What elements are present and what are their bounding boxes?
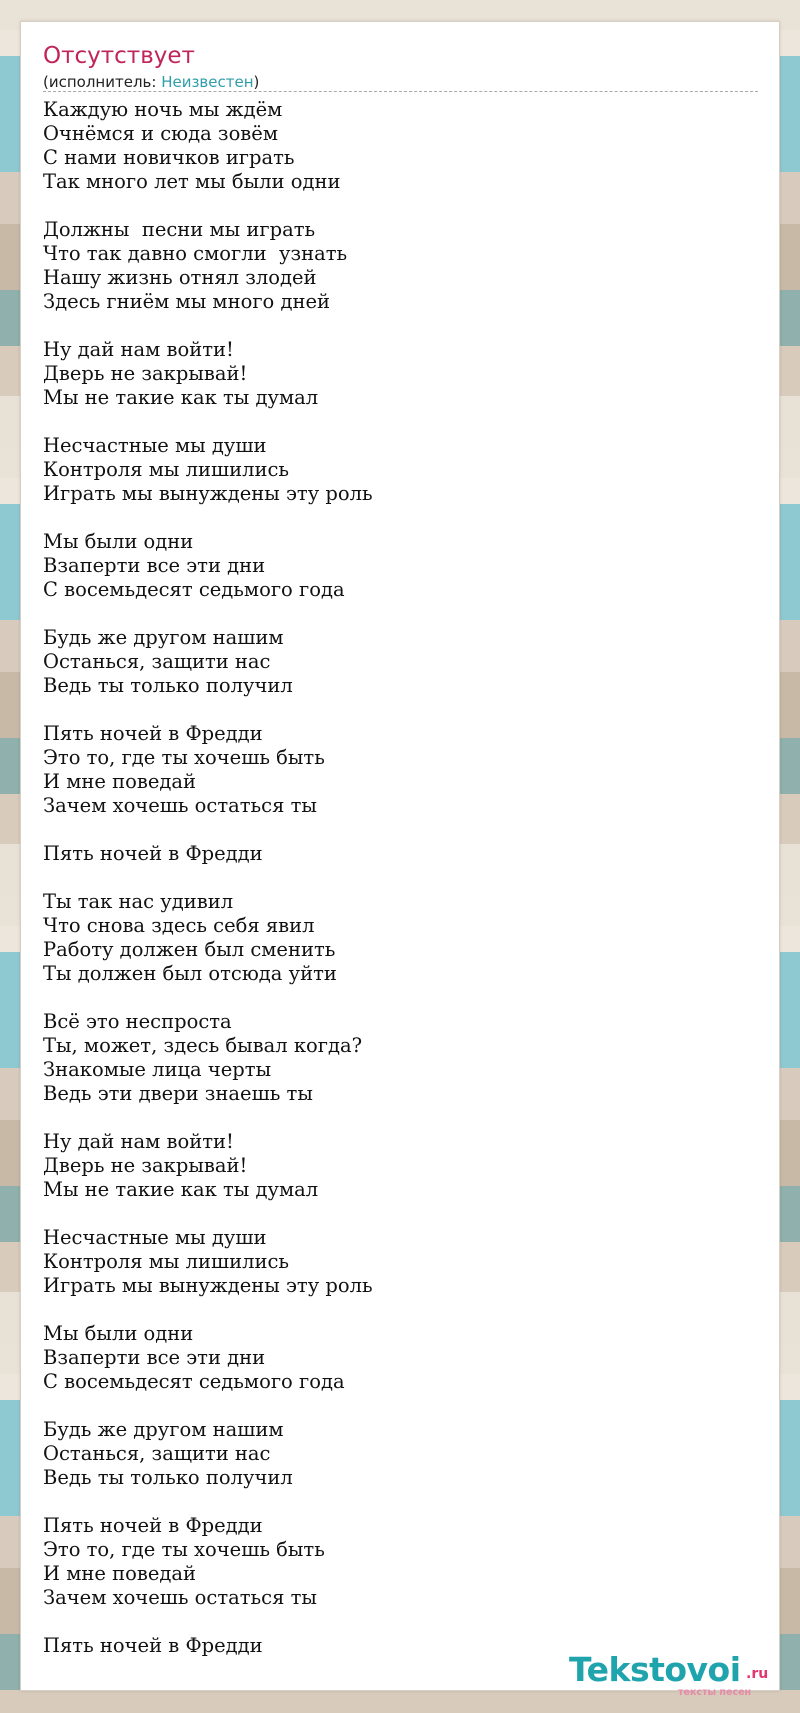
lyrics-stanza xyxy=(43,842,758,866)
lyrics-stanza xyxy=(43,1226,758,1298)
lyrics-line: Ты должен был отсюда уйти xyxy=(43,962,337,985)
lyrics-line: Ты так нас удивил xyxy=(43,890,234,913)
performer-line xyxy=(43,72,259,92)
lyrics-line: Мы были одни xyxy=(43,530,194,553)
artist-link[interactable]: Неизвестен xyxy=(161,73,254,91)
lyrics-line: Взаперти все эти дни xyxy=(43,1346,266,1369)
lyrics-line: Мы не такие как ты думал xyxy=(43,386,319,409)
performer-suffix: ) xyxy=(253,73,260,91)
lyrics-line: Дверь не закрывай! xyxy=(43,362,248,385)
site-logo[interactable] xyxy=(569,1652,769,1702)
logo-tagline: тексты песен xyxy=(678,1687,752,1698)
lyrics-line: Несчастные мы души xyxy=(43,434,267,457)
lyrics-line: С восемьдесят седьмого года xyxy=(43,578,345,601)
lyrics-line: Ведь эти двери знаешь ты xyxy=(43,1082,313,1105)
lyrics-line: Будь же другом нашим xyxy=(43,626,284,649)
lyrics-line: Останься, защити нас xyxy=(43,650,271,673)
lyrics-line: Что снова здесь себя явил xyxy=(43,914,315,937)
lyrics-stanza xyxy=(43,530,758,602)
logo-domain: .ru xyxy=(746,1666,769,1682)
lyrics-line: Контроля мы лишились xyxy=(43,1250,290,1273)
lyrics-line: Мы были одни xyxy=(43,1322,194,1345)
lyrics-line: Пять ночей в Фредди xyxy=(43,842,263,865)
lyrics-line: Знакомые лица черты xyxy=(43,1058,272,1081)
lyrics-line: И мне поведай xyxy=(43,1562,196,1585)
song-title: Отсутствует xyxy=(43,43,195,69)
lyrics-line: С восемьдесят седьмого года xyxy=(43,1370,345,1393)
lyrics-line: Каждую ночь мы ждём xyxy=(43,98,283,121)
header-divider xyxy=(43,91,758,92)
lyrics-stanza xyxy=(43,722,758,818)
lyrics-stanza xyxy=(43,338,758,410)
lyrics-line: Это то, где ты хочешь быть xyxy=(43,1538,325,1561)
lyrics-stanza xyxy=(43,98,758,194)
lyrics-stanza xyxy=(43,218,758,314)
lyrics-line: Это то, где ты хочешь быть xyxy=(43,746,325,769)
lyrics-line: Будь же другом нашим xyxy=(43,1418,284,1441)
lyrics-line: Мы не такие как ты думал xyxy=(43,1178,319,1201)
lyrics-line: Ты, может, здесь бывал когда? xyxy=(43,1034,363,1057)
lyrics-line: Здесь гниём мы много дней xyxy=(43,290,331,313)
lyrics-stanza xyxy=(43,1514,758,1610)
lyrics-line: Контроля мы лишились xyxy=(43,458,290,481)
lyrics-stanza xyxy=(43,890,758,986)
lyrics-line: Что так давно смогли узнать xyxy=(43,242,348,265)
lyrics-line: Всё это неспроста xyxy=(43,1010,232,1033)
lyrics-stanza xyxy=(43,1418,758,1490)
lyrics-line: Пять ночей в Фредди xyxy=(43,1514,263,1537)
lyrics-page xyxy=(20,21,780,1698)
lyrics-line: Дверь не закрывай! xyxy=(43,1154,248,1177)
lyrics-line: С нами новичков играть xyxy=(43,146,295,169)
lyrics-line: Зачем хочешь остаться ты xyxy=(43,794,317,817)
lyrics-stanza xyxy=(43,1010,758,1106)
lyrics-text xyxy=(43,98,758,1682)
lyrics-line: Играть мы вынуждены эту роль xyxy=(43,482,373,505)
lyrics-line: Очнёмся и сюда зовём xyxy=(43,122,278,145)
lyrics-line: Зачем хочешь остаться ты xyxy=(43,1586,317,1609)
lyrics-line: Останься, защити нас xyxy=(43,1442,271,1465)
lyrics-line: Пять ночей в Фредди xyxy=(43,1634,263,1657)
lyrics-line: Пять ночей в Фредди xyxy=(43,722,263,745)
lyrics-stanza xyxy=(43,1322,758,1394)
lyrics-line: Ведь ты только получил xyxy=(43,674,293,697)
lyrics-line: Работу должен был сменить xyxy=(43,938,336,961)
lyrics-line: Ну дай нам войти! xyxy=(43,1130,234,1153)
lyrics-stanza xyxy=(43,434,758,506)
lyrics-line: Ведь ты только получил xyxy=(43,1466,293,1489)
lyrics-line: Играть мы вынуждены эту роль xyxy=(43,1274,373,1297)
lyrics-line: И мне поведай xyxy=(43,770,196,793)
lyrics-stanza xyxy=(43,1130,758,1202)
lyrics-line: Ну дай нам войти! xyxy=(43,338,234,361)
lyrics-line: Несчастные мы души xyxy=(43,1226,267,1249)
lyrics-line: Так много лет мы были одни xyxy=(43,170,341,193)
lyrics-line: Нашу жизнь отнял злодей xyxy=(43,266,317,289)
lyrics-stanza xyxy=(43,626,758,698)
lyrics-line: Должны песни мы играть xyxy=(43,218,316,241)
logo-wordmark: Tekstovoi xyxy=(569,1650,741,1689)
lyrics-line: Взаперти все эти дни xyxy=(43,554,266,577)
performer-prefix: (исполнитель: xyxy=(43,73,162,91)
